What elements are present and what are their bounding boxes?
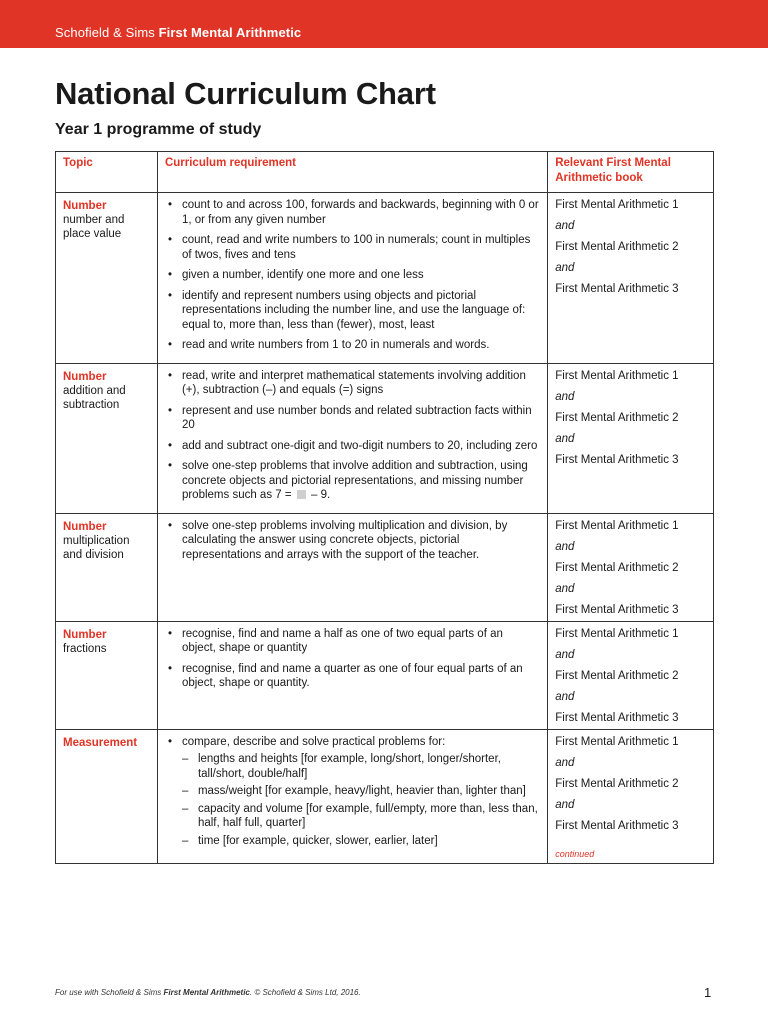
banner-text	[55, 25, 301, 40]
requirement-item: • solve one-step problems involving multiplication and division, by calculating the answer using concrete objects, pictorial representations and arrays with the support of the teacher.	[166, 519, 539, 563]
and-label: and	[555, 220, 575, 232]
book-name: First Mental Arithmetic 3	[555, 711, 679, 724]
topic-cell	[56, 729, 158, 863]
requirement-list	[166, 519, 539, 563]
requirement-item: • read and write numbers from 1 to 20 in numerals and words.	[166, 338, 539, 353]
topic-cell	[56, 621, 158, 729]
footer-note	[55, 988, 361, 997]
footer-suffix: . © Schofield & Sims Ltd, 2016.	[249, 988, 361, 997]
requirement-item: • count, read and write numbers to 100 in numerals; count in multiples of twos, fives and tens	[166, 233, 539, 262]
topic-subtitle: multiplication and division	[63, 534, 130, 561]
table-header-row	[56, 152, 714, 193]
requirement-subitem: – lengths and heights [for example, long/short, longer/shorter, tall/short, double/half]	[182, 752, 539, 781]
topic-subtitle: addition and subtraction	[63, 384, 126, 411]
requirement-cell	[157, 193, 547, 364]
and-label: and	[555, 540, 575, 553]
requirement-sublist	[182, 752, 539, 848]
requirement-text: solve one-step problems that involve addition and subtraction, using concrete objects and pictorial representations, and missing number problems such as 7 =	[181, 460, 528, 501]
page-number: 1	[704, 985, 712, 1000]
topic-cell	[56, 513, 158, 621]
header-book: Relevant First Mental Arithmetic book	[548, 152, 714, 193]
table-row	[56, 193, 714, 364]
book-cell	[548, 193, 714, 364]
book-name: First Mental Arithmetic 1	[555, 369, 679, 382]
table-row	[56, 621, 714, 729]
banner-brand: Schofield & Sims	[55, 25, 155, 40]
page-subtitle: Year 1 programme of study	[55, 121, 262, 138]
requirement-subitem: – time [for example, quicker, slower, earlier, later]	[182, 834, 539, 849]
requirement-list	[166, 198, 539, 353]
book-cell	[548, 513, 714, 621]
requirement-item: • identify and represent numbers using objects and pictorial representations including the number line, and use the language of: equal to, more than, less than (fewer), most, least	[166, 289, 539, 333]
requirement-cell	[157, 363, 547, 513]
topic-subtitle: fractions	[63, 642, 107, 655]
and-label: and	[555, 390, 575, 403]
book-name: First Mental Arithmetic 1	[555, 735, 679, 748]
requirement-cell	[157, 729, 547, 863]
footer-product: First Mental Arithmetic	[163, 988, 250, 997]
book-name: First Mental Arithmetic 3	[555, 453, 679, 466]
book-cell	[548, 729, 714, 863]
and-label: and	[555, 690, 575, 703]
and-label: and	[555, 262, 575, 274]
topic-name: Number	[63, 628, 107, 641]
continued-label: continued	[555, 848, 595, 859]
book-name: First Mental Arithmetic 2	[555, 669, 679, 682]
requirement-list	[166, 627, 539, 691]
book-name: First Mental Arithmetic 3	[555, 603, 679, 616]
topic-cell	[56, 363, 158, 513]
page-title: National Curriculum Chart	[55, 76, 436, 111]
requirement-list	[166, 369, 539, 503]
book-name: First Mental Arithmetic 3	[555, 283, 679, 295]
requirement-item: • count to and across 100, forwards and backwards, beginning with 0 or 1, or from any given number	[166, 198, 539, 227]
requirement-item: • recognise, find and name a half as one of two equal parts of an object, shape or quantity	[166, 627, 539, 656]
and-label: and	[555, 432, 575, 445]
requirement-cell	[157, 621, 547, 729]
topic-name: Number	[63, 370, 107, 383]
book-name: First Mental Arithmetic 1	[555, 199, 679, 211]
book-name: First Mental Arithmetic 1	[555, 627, 679, 640]
table-row	[56, 513, 714, 621]
book-name: First Mental Arithmetic 2	[555, 241, 679, 253]
topic-name: Number	[63, 520, 107, 533]
requirement-item: • given a number, identify one more and one less	[166, 268, 539, 283]
and-label: and	[555, 648, 575, 661]
footer-prefix: For use with Schofield & Sims	[55, 988, 162, 997]
requirement-item: • add and subtract one-digit and two-digit numbers to 20, including zero	[166, 439, 539, 454]
book-name: First Mental Arithmetic 2	[555, 411, 679, 424]
and-label: and	[555, 756, 575, 769]
book-cell	[548, 621, 714, 729]
requirement-item	[166, 459, 539, 503]
requirement-list	[166, 735, 539, 849]
table-row	[56, 729, 714, 863]
book-name: First Mental Arithmetic 1	[555, 519, 679, 532]
book-cell	[548, 363, 714, 513]
banner-product: First Mental Arithmetic	[158, 25, 302, 40]
header-topic: Topic	[56, 152, 158, 193]
requirement-subitem: – mass/weight [for example, heavy/light, heavier than, lighter than]	[182, 784, 539, 799]
book-name: First Mental Arithmetic 2	[555, 561, 679, 574]
book-name: First Mental Arithmetic 3	[555, 819, 679, 832]
topic-subtitle: number and place value	[63, 214, 125, 240]
requirement-subitem: – capacity and volume [for example, full/empty, more than, less than, half, half full, quarter]	[182, 802, 539, 831]
requirement-item	[166, 735, 539, 849]
requirement-item: • represent and use number bonds and related subtraction facts within 20	[166, 404, 539, 433]
and-label: and	[555, 798, 575, 811]
table-row	[56, 363, 714, 513]
header-banner	[0, 0, 768, 48]
requirement-item: • read, write and interpret mathematical statements involving addition (+), subtraction (–) and equals (=) signs	[166, 369, 539, 398]
header-requirement: Curriculum requirement	[157, 152, 547, 193]
requirement-text-end: – 9.	[307, 489, 331, 501]
requirement-text: compare, describe and solve practical problems for:	[181, 735, 446, 748]
book-name: First Mental Arithmetic 2	[555, 777, 679, 790]
requirement-item: • recognise, find and name a quarter as one of four equal parts of an object, shape or quantity.	[166, 662, 539, 691]
topic-name: Measurement	[63, 736, 138, 749]
and-label: and	[555, 582, 575, 595]
topic-name: Number	[63, 200, 107, 212]
topic-cell	[56, 193, 158, 364]
blank-box-icon	[297, 490, 306, 499]
requirement-cell	[157, 513, 547, 621]
curriculum-table	[55, 151, 714, 864]
